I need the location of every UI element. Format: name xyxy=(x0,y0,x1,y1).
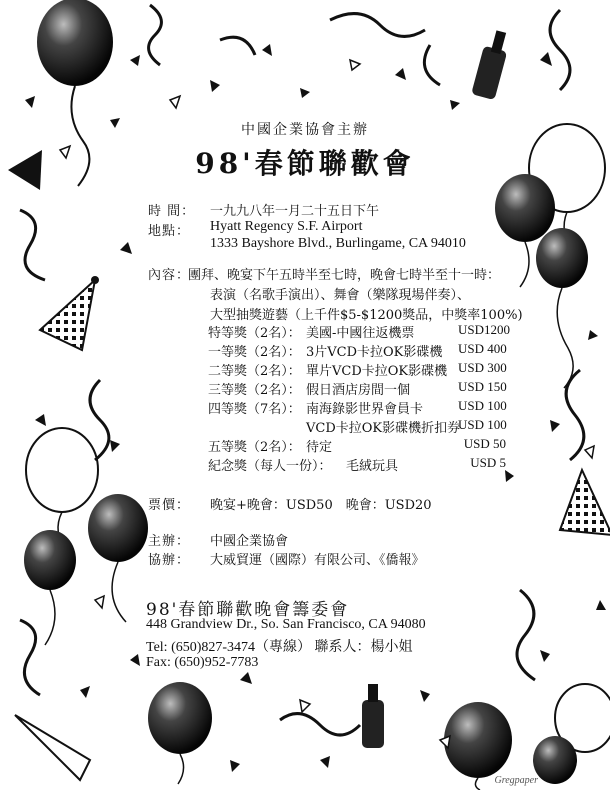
venue-name: Hyatt Regency S.F. Airport xyxy=(210,219,363,234)
content-line-3: 大型抽獎遊藝（上千件$5-$1200獎品，中獎率100%) xyxy=(210,308,523,323)
organizer-value: 中國企業協會 xyxy=(210,534,289,549)
prize-amount: USD1200 xyxy=(458,322,511,337)
prize-description: 3片VCD卡拉OK影碟機 xyxy=(306,345,443,360)
committee-fax: Fax: (650)952-7783 xyxy=(146,655,259,670)
organizer-label: 主辦： xyxy=(148,534,191,549)
time-value: 一九九八年一月二十五日下午 xyxy=(210,204,380,219)
sponsor-line: 中國企業協會主辦 xyxy=(241,122,369,138)
prize-name: 二等獎（2名）： xyxy=(208,364,301,379)
committee-address: 448 Grandview Dr., So. San Francisco, CA 94080 xyxy=(146,617,426,632)
prize-description: 美國-中國往返機票 xyxy=(306,326,415,341)
content-label: 內容： xyxy=(148,268,191,283)
co-organizer-value: 大威貿運（國際）有限公司、《僑報》 xyxy=(210,553,425,568)
prize-name: 四等獎（7名）： xyxy=(208,402,301,417)
watermark: Gregpaper xyxy=(494,775,538,786)
prize-name: 五等獎（2名）： xyxy=(208,440,301,455)
prize-description: 待定 xyxy=(306,440,333,455)
ticket-price: 晚宴+晚會：USD50 晚會：USD20 xyxy=(210,498,432,513)
prize-name: 三等獎（2名）： xyxy=(208,383,301,398)
content-line-2: 表演（名歌手演出）、舞會（樂隊現場伴奏）、 xyxy=(210,288,471,303)
event-title: 98'春節聯歡會 xyxy=(195,147,415,180)
prize-name: 紀念獎（每人一份）： xyxy=(208,459,332,474)
prize-amount: USD 5 xyxy=(470,455,506,470)
prize-name: 特等獎（2名）： xyxy=(208,326,301,341)
prize-amount: USD 100 xyxy=(458,417,507,432)
prize-amount: USD 100 xyxy=(458,398,507,413)
prize-name: 一等獎（2名）： xyxy=(208,345,301,360)
place-label: 地點： xyxy=(148,224,191,239)
prize-amount: USD 150 xyxy=(458,379,507,394)
committee-phone: Tel: (650)827-3474（專線） 聯系人：楊小姐 xyxy=(146,640,413,655)
prize-description: VCD卡拉OK影碟機折扣券 xyxy=(306,421,461,436)
committee-title: 98'春節聯歡晚會籌委會 xyxy=(146,600,350,620)
prize-amount: USD 50 xyxy=(463,436,506,451)
prize-description: 南海錄影世界會員卡 xyxy=(306,402,424,417)
prize-description: 假日酒店房間一個 xyxy=(306,383,411,398)
co-organizer-label: 協辦： xyxy=(148,553,191,568)
prize-amount: USD 300 xyxy=(458,360,507,375)
ticket-label: 票價： xyxy=(148,498,191,513)
time-label: 時 間： xyxy=(148,204,196,219)
venue-address: 1333 Bayshore Blvd., Burlingame, CA 94010 xyxy=(210,236,466,251)
prize-description: 單片VCD卡拉OK影碟機 xyxy=(306,364,448,379)
prize-description: 毛絨玩具 xyxy=(346,459,399,474)
prize-amount: USD 400 xyxy=(458,341,507,356)
content-line-1: 團拜、晚宴下午五時半至七時，晚會七時半至十一時： xyxy=(188,268,501,283)
